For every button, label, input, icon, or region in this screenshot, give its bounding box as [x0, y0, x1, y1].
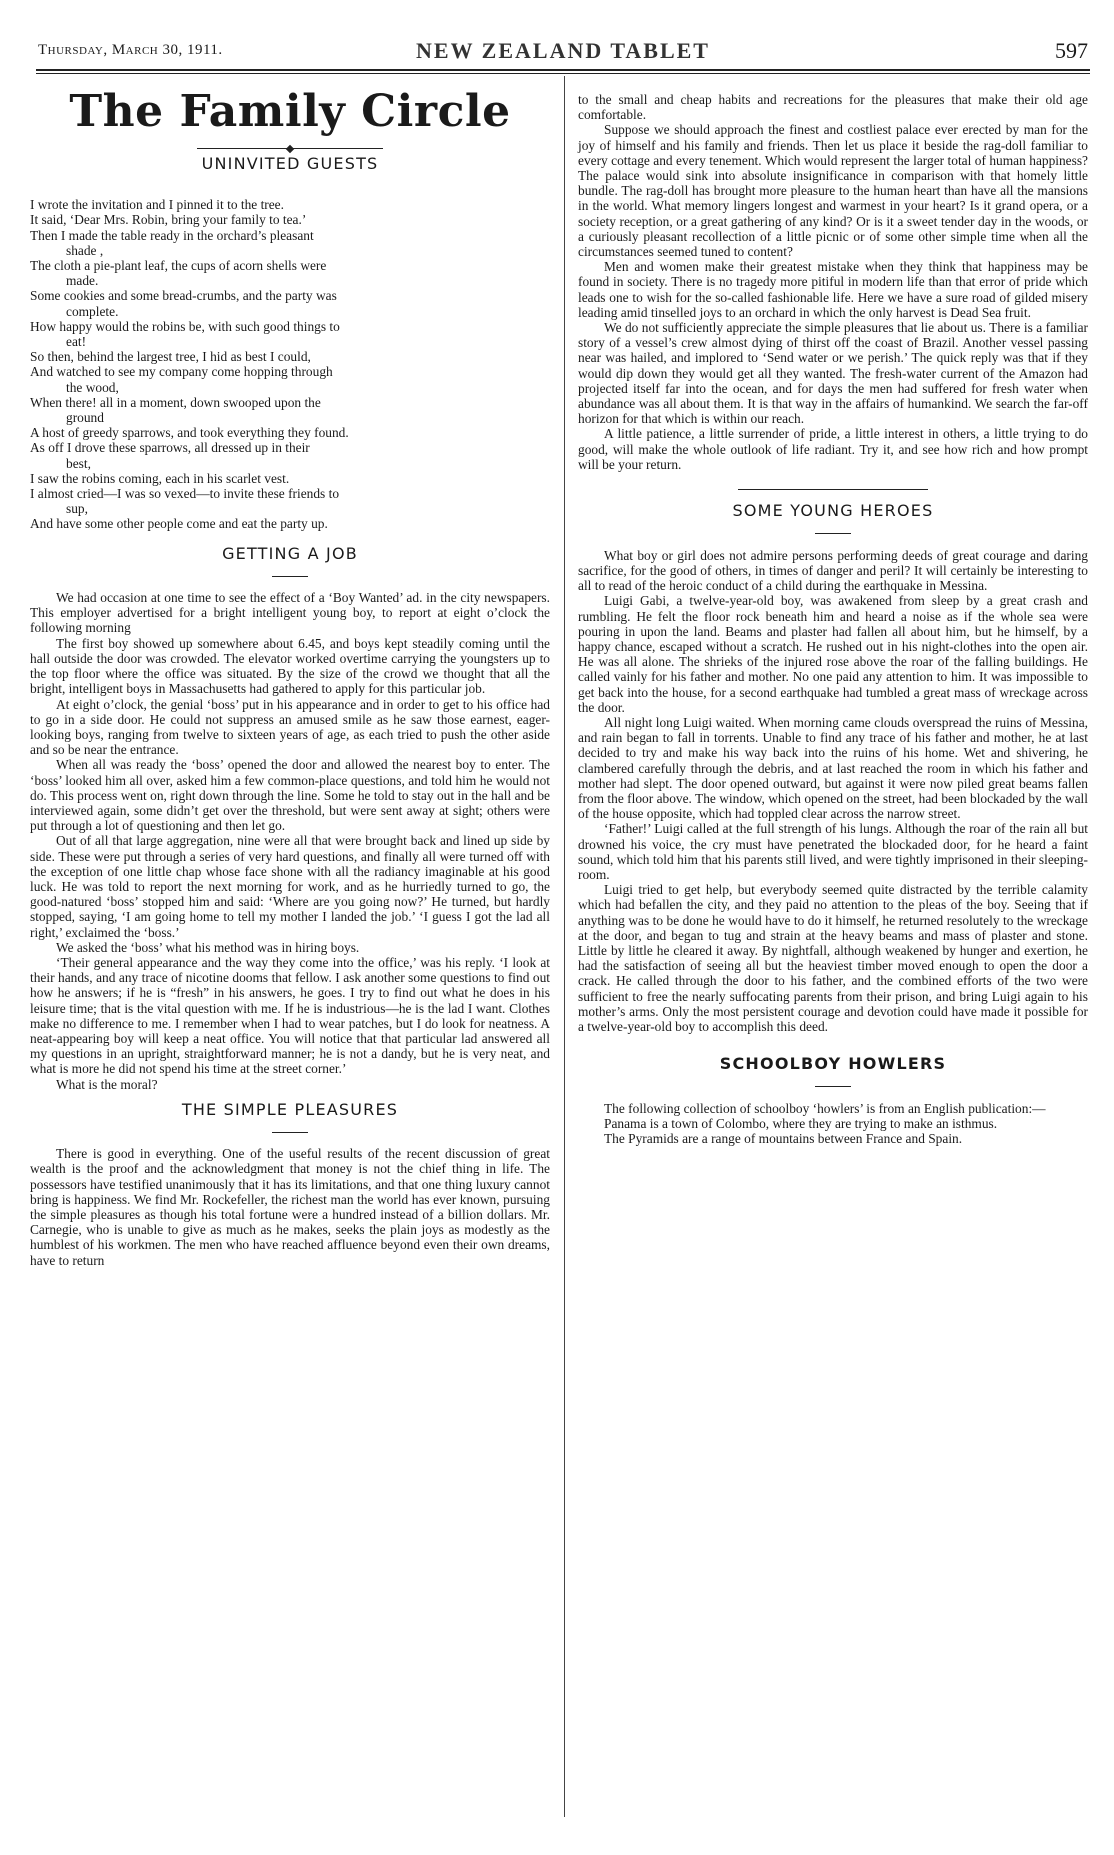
poem-line: I almost cried—I was so vexed—to invite these friends to	[30, 486, 340, 502]
paragraph: The first boy showed up somewhere about 6.45, and boys kept steadily coming until the hall outside the door was crowded. The elevator worked overtime carrying the youngsters up to the top floor where the office was situated. By the size of the crowd we thought that all the bright, intelligent boys in Massachusetts had gathered to apply for this particular job.	[30, 635, 550, 697]
section-masthead: The Family Circle	[69, 86, 511, 137]
paragraph: Luigi Gabi, a twelve-year-old boy, was awakened from sleep by a great crash and rumbling. He felt the floor rock beneath him and heard a noise as if the whole sea were pouring in upon the land. Beams and plaster had fallen all about him, but he himself, by a happy chance, escaped without a scratch. He rushed out in his night-clothes into the open air. He was all alone. The shrieks of the injured rose above the roar of the falling buildings. He called vainly for his father and mother. No one paid any attention to him. It was impossible to get back into the house, for a second earthquake had tumbled a great mass of wreckage across the door.	[578, 593, 1088, 715]
paragraph: We had occasion at one time to see the effect of a ‘Boy Wanted’ ad. in the city newspapers. This employer advertised for a bright intelligent young boy, to report at eight o’clock the following morning	[30, 590, 550, 636]
paragraph: A little patience, a little surrender of pride, a little interest in others, a little trying to do good, will make the whole outlook of life radiant. Try it, and see how rich and how prompt will be your return.	[578, 426, 1088, 472]
simple-pleasures-continuation: to the small and cheap habits and recreations for the pleasures that make their old age comfortable.	[578, 92, 1088, 123]
poem-line: So then, behind the largest tree, I hid as best I could,	[30, 349, 311, 365]
poem-line: I saw the robins coming, each in his scarlet vest.	[30, 470, 290, 486]
masthead-ornament	[30, 140, 550, 150]
poem-line: complete.	[66, 303, 119, 319]
paragraph: ‘Their general appearance and the way they come into the office,’ was his reply. ‘I look at their hands, and any trace of nicotine dooms that fellow. I ask another some questions to find out how he answers; if he is “fresh” in his answers, he goes. I try to find out what he does in his leisure time; that is the vital question with me. If he is industrious—he is the lad I want. Clothes make no difference to me. I remember when I had to wear patches, but I do look for neatness. A neat-appearing boy will keep a neat office. You will notice that that particular lad answered all my questions in an upright, straightforward manner; he is not a dandy, but he is very neat, and what is more he did not spend his time at the street corner.’	[30, 954, 550, 1077]
howlers-title: SCHOOLBOY HOWLERS	[719, 1054, 947, 1074]
page-header	[38, 38, 1088, 68]
paragraph: At eight o’clock, the genial ‘boss’ put in his appearance and in order to get to his office had to go in a side door. He could not suppress an amused smile as he saw those earnest, eager-looking boys, ranging from twelve to sixteen years of age, as each tried to push the other aside and so be near the entrance.	[30, 696, 550, 758]
poem-title: UNINVITED GUESTS	[201, 154, 379, 173]
paragraph: All night long Luigi waited. When morning came clouds overspread the ruins of Messina, and rain began to fall in torrents. Unable to find any trace of his father and mother, he at last decided to try and make his way back into the ruins of his home. Wet and shivering, he clambered carefully through the debris, and at last reached the room in which his father and mother had slept. The door opened outward, but against it were now piled great beams fallen from the floor above. The window, which opened on the street, had been blockaded by the wall of the house opposite, which had toppled clear across the narrow street.	[578, 714, 1088, 822]
poem-line: Then I made the table ready in the orchard’s pleasant	[30, 227, 314, 243]
title-rule	[578, 522, 1088, 537]
heroes-article-body	[578, 548, 1088, 1035]
job-title: GETTING A JOB	[222, 543, 358, 563]
paragraph: There is good in everything. One of the useful results of the recent discussion of great wealth is the proof and the acknowledgment that money is not the chief thing in life. The possessors have testified unanimously that it has its limitations, and that one thing luxury cannot bring is happiness. We find Mr. Rockefeller, the richest man the world has ever known, pursuing the simple pleasures as though his total fortune were a hundred instead of a billion dollars. Mr. Carnegie, who is unable to give as much as he makes, seeks the plain joys as modestly as the humblest of his workmen. The men who have reached affluence beyond even their own dreams, have to return	[30, 1146, 550, 1268]
section-end-rule	[578, 478, 1088, 493]
simple-pleasures-body-left	[30, 1146, 550, 1268]
paragraph: Luigi tried to get help, but everybody seemed quite distracted by the terrible calamity which had befallen the city, and they paid no attention to the pleas of the boy. Seeing that if anything was to be done he would have to do it himself, he returned resolutely to the wreckage at the door, and began to tug and strain at the heavy beams and mass of plaster and stone. Little by little he cleared it away. By nightfall, although weakened by hunger and exertion, he had the satisfaction of seeing all but the heaviest timber moved enough to open the door a crack. He called through the door to his father, and the combined efforts of the two were sufficient to free the nearly suffocating parents from their prison, and bring Luigi again to his mother’s arms. Only the most persistent courage and devotion could have made it possible for a twelve-year-old boy to accomplish this deed.	[578, 882, 1088, 1034]
poem-line: The cloth a pie-plant leaf, the cups of acorn shells were	[30, 258, 327, 274]
paragraph: We asked the ‘boss’ what his method was in hiring boys.	[56, 939, 360, 955]
header-rule-thin	[36, 73, 1090, 74]
poem-line: And have some other people come and eat the party up.	[30, 516, 328, 532]
howlers-body	[578, 1101, 1088, 1147]
job-article-body	[30, 590, 550, 1092]
poem-line: shade ,	[66, 242, 104, 258]
poem-line: I wrote the invitation and I pinned it to the tree.	[30, 197, 284, 213]
paragraph: When all was ready the ‘boss’ opened the door and allowed the nearest boy to enter. The ‘boss’ looked him all over, asked him a few common-place questions, and told him he would not do. This process went on, right down through the line. Some he told to stay out in the hall and be interviewed again, some didn’t get over the threshold, but were sent away at sight; others were put through a lot of questioning and then let go.	[30, 757, 550, 834]
poem-line: And watched to see my company come hopping through	[30, 364, 333, 380]
simple-pleasures-body-right	[578, 122, 1088, 472]
poem-line: eat!	[66, 334, 87, 350]
heroes-title: SOME YOUNG HEROES	[732, 501, 934, 521]
poem-line: How happy would the robins be, with such good things to	[30, 318, 340, 334]
paragraph: The Pyramids are a range of mountains between France and Spain.	[604, 1131, 963, 1146]
title-rule	[30, 1121, 550, 1136]
left-column	[30, 80, 550, 1268]
page-number: 597	[1055, 38, 1088, 63]
publication-title: NEW ZEALAND TABLET	[416, 38, 710, 63]
title-rule	[30, 565, 550, 580]
paragraph: What is the moral?	[56, 1076, 158, 1092]
poem-line: ground	[66, 410, 104, 426]
title-rule	[578, 1075, 1088, 1090]
poem-line: made.	[66, 273, 99, 289]
poem-line: As off I drove these sparrows, all dressed up in their	[30, 440, 310, 456]
paragraph: What boy or girl does not admire persons performing deeds of great courage and daring sacrifice, for the good of others, in times of danger and peril? It will certainly be interesting to all to read of the heroic conduct of a child during the earthquake in Messina.	[578, 547, 1088, 594]
paragraph: Men and women make their greatest mistake when they think that happiness may be found in society. There is no tragedy more pitiful in modern life than that error of pride which leads one to wish for the so-called fashionable life. Here we have a sure road of gilded misery leading amid tinselled joys to an orchard in which the only harvest is Dead Sea fruit.	[578, 259, 1088, 320]
poem-line: A host of greedy sparrows, and took everything they found.	[30, 425, 349, 441]
paragraph: ‘Father!’ Luigi called at the full strength of his lungs. Although the roar of the rain all but drowned his voice, the cry must have penetrated the blockaded door, for he heard a faint sound, which told him that his parents still lived, and were tightly imprisoned in their sleeping-room.	[578, 821, 1088, 882]
paragraph: Suppose we should approach the finest and costliest palace ever erected by man for the joy of himself and his family and friends. Then let us place it beside the rag-doll familiar to every cottage and every tenement. Which would represent the larger total of human happiness? The palace would sink into absolute insignificance in comparison with that homely little bundle. The rag-doll has brought more pleasure to the human heart than have all the mansions in the world. What memory lingers longest and warmest in your heart? Is it grand opera, or a society reception, or a great gathering of any kind? Or is it a sweet tender day in the woods, or a curiously pleasant recollection of a little picnic or of some other simple time when all the circumstances seemed tuned to content?	[578, 122, 1088, 260]
poem-line: When there! all in a moment, down swooped upon the	[30, 394, 321, 410]
poem-line: sup,	[66, 501, 88, 517]
right-column	[578, 92, 1088, 1146]
column-divider	[564, 76, 565, 1817]
header-rule	[36, 69, 1090, 71]
poem-line: Some cookies and some bread-crumbs, and the party was	[30, 288, 337, 304]
poem-line: the wood,	[66, 379, 119, 395]
issue-date: Thursday, March 30, 1911.	[38, 42, 223, 58]
simple-pleasures-title: THE SIMPLE PLEASURES	[181, 1099, 399, 1119]
paragraph: We do not sufficiently appreciate the simple pleasures that lie about us. There is a familiar story of a vessel’s crew almost dying of thirst off the coast of Brazil. Another vessel passing near was hailed, and implored to ‘Send water or we perish.’ The quick reply was that if they would dip down they would get all they wanted. The fresh-water current of the Amazon had projected itself far into the ocean, and for days the men had suffered for fresh water when abundance was all about them. It is that way in the affairs of humankind. We search the far-off horizon for that which is within our reach.	[578, 320, 1088, 427]
paragraph: The following collection of schoolboy ‘howlers’ is from an English publication:—	[604, 1100, 1046, 1116]
paragraph: Panama is a town of Colombo, where they are trying to make an isthmus.	[604, 1115, 998, 1131]
poem-body	[30, 197, 550, 531]
paragraph: Out of all that large aggregation, nine were all that were brought back and lined up side by side. These were put through a series of very hard questions, and finally all were turned off with the exception of one little chap whose face shone with all the radiancy imaginable at his good luck. He was told to report the next morning for work, and as he hurriedly turned to go, the good-natured ‘boss’ stopped him and said: ‘Where are you going now?’ He turned, but hardly stopped, saying, ‘I am going home to tell my mother I landed the job.’ ‘I guess I got the lad all right,’ exclaimed the ‘boss.’	[30, 833, 550, 940]
poem-line: best,	[66, 455, 91, 471]
poem-line: It said, ‘Dear Mrs. Robin, bring your family to tea.’	[30, 212, 307, 228]
